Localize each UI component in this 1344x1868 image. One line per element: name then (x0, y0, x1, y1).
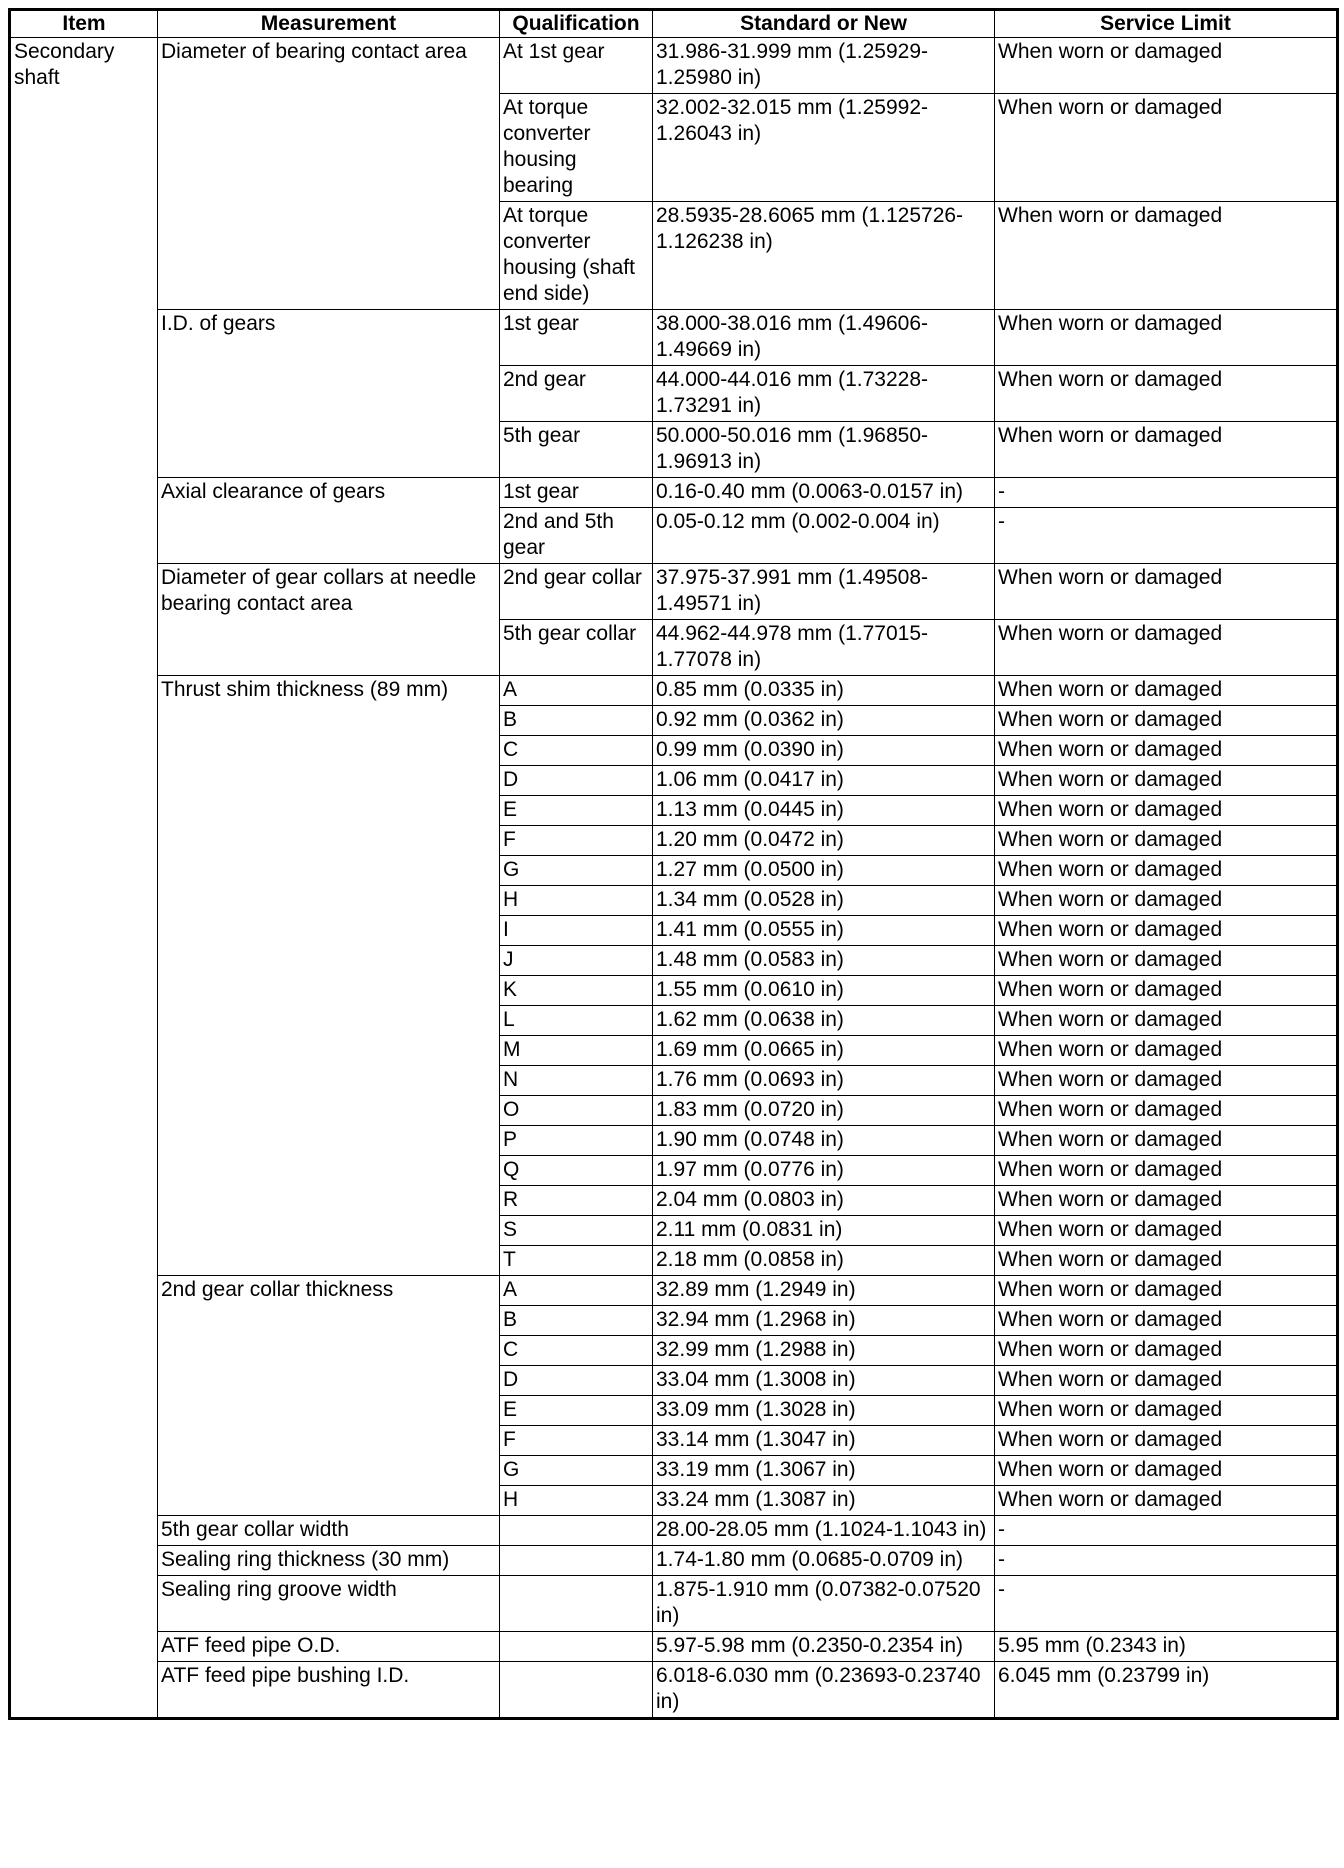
service-limit-cell: When worn or damaged (995, 38, 1338, 94)
standard-cell: 33.19 mm (1.3067 in) (653, 1456, 995, 1486)
standard-cell: 1.55 mm (0.0610 in) (653, 976, 995, 1006)
measurement-cell: Axial clearance of gears (158, 478, 500, 564)
qualification-cell: T (500, 1246, 653, 1276)
service-limit-cell: When worn or damaged (995, 1456, 1338, 1486)
standard-cell: 1.41 mm (0.0555 in) (653, 916, 995, 946)
standard-cell: 28.00-28.05 mm (1.1024-1.1043 in) (653, 1516, 995, 1546)
service-limit-cell: When worn or damaged (995, 620, 1338, 676)
measurement-cell: I.D. of gears (158, 310, 500, 478)
qualification-cell: D (500, 1366, 653, 1396)
table-row (10, 1516, 1338, 1546)
standard-cell: 32.99 mm (1.2988 in) (653, 1336, 995, 1366)
qualification-cell: A (500, 1276, 653, 1306)
qualification-cell: B (500, 1306, 653, 1336)
qualification-cell: Q (500, 1156, 653, 1186)
table-row (10, 1276, 1338, 1306)
standard-cell: 2.04 mm (0.0803 in) (653, 1186, 995, 1216)
qualification-cell: M (500, 1036, 653, 1066)
header-measurement: Measurement (158, 10, 500, 38)
qualification-cell: O (500, 1096, 653, 1126)
qualification-cell: 2nd gear (500, 366, 653, 422)
qualification-cell: F (500, 1426, 653, 1456)
header-row (10, 10, 1338, 38)
qualification-cell: G (500, 856, 653, 886)
service-limit-cell: When worn or damaged (995, 564, 1338, 620)
service-limit-cell: 5.95 mm (0.2343 in) (995, 1632, 1338, 1662)
service-limit-cell: When worn or damaged (995, 1426, 1338, 1456)
standard-cell: 38.000-38.016 mm (1.49606-1.49669 in) (653, 310, 995, 366)
standard-cell: 1.48 mm (0.0583 in) (653, 946, 995, 976)
standard-cell: 1.69 mm (0.0665 in) (653, 1036, 995, 1066)
service-limit-cell: When worn or damaged (995, 946, 1338, 976)
service-limit-cell: When worn or damaged (995, 1276, 1338, 1306)
service-limit-cell: When worn or damaged (995, 1066, 1338, 1096)
standard-cell: 1.74-1.80 mm (0.0685-0.0709 in) (653, 1546, 995, 1576)
standard-cell: 44.962-44.978 mm (1.77015-1.77078 in) (653, 620, 995, 676)
service-limit-cell: When worn or damaged (995, 94, 1338, 202)
service-limit-cell: When worn or damaged (995, 1126, 1338, 1156)
standard-cell: 1.13 mm (0.0445 in) (653, 796, 995, 826)
standard-cell: 2.18 mm (0.0858 in) (653, 1246, 995, 1276)
qualification-cell: At torque converter housing (shaft end side) (500, 202, 653, 310)
qualification-cell (500, 1662, 653, 1719)
measurement-cell: Sealing ring thickness (30 mm) (158, 1546, 500, 1576)
qualification-cell: N (500, 1066, 653, 1096)
service-limit-cell: When worn or damaged (995, 736, 1338, 766)
table-row (10, 478, 1338, 508)
qualification-cell: P (500, 1126, 653, 1156)
standard-cell: 0.85 mm (0.0335 in) (653, 676, 995, 706)
service-limit-cell: When worn or damaged (995, 1156, 1338, 1186)
standard-cell: 33.14 mm (1.3047 in) (653, 1426, 995, 1456)
service-limit-cell: When worn or damaged (995, 1246, 1338, 1276)
service-limit-cell: When worn or damaged (995, 1216, 1338, 1246)
service-limit-cell: - (995, 1546, 1338, 1576)
measurement-cell: Diameter of bearing contact area (158, 38, 500, 310)
service-limit-cell: When worn or damaged (995, 916, 1338, 946)
service-limit-cell: - (995, 1576, 1338, 1632)
table-row (10, 310, 1338, 366)
service-limit-cell: When worn or damaged (995, 1006, 1338, 1036)
qualification-cell: E (500, 1396, 653, 1426)
service-limit-cell: When worn or damaged (995, 366, 1338, 422)
qualification-cell: H (500, 886, 653, 916)
standard-cell: 1.76 mm (0.0693 in) (653, 1066, 995, 1096)
header-standard: Standard or New (653, 10, 995, 38)
service-limit-cell: When worn or damaged (995, 1306, 1338, 1336)
service-limit-cell: When worn or damaged (995, 310, 1338, 366)
standard-cell: 1.27 mm (0.0500 in) (653, 856, 995, 886)
service-limit-cell: When worn or damaged (995, 796, 1338, 826)
service-limit-cell: - (995, 1516, 1338, 1546)
qualification-cell: A (500, 676, 653, 706)
service-limit-cell: When worn or damaged (995, 1036, 1338, 1066)
standard-cell: 1.62 mm (0.0638 in) (653, 1006, 995, 1036)
standard-cell: 0.92 mm (0.0362 in) (653, 706, 995, 736)
measurement-cell: 2nd gear collar thickness (158, 1276, 500, 1516)
qualification-cell: R (500, 1186, 653, 1216)
service-limit-cell: When worn or damaged (995, 886, 1338, 916)
service-limit-cell: When worn or damaged (995, 976, 1338, 1006)
header-item: Item (10, 10, 158, 38)
qualification-cell (500, 1546, 653, 1576)
qualification-cell: C (500, 736, 653, 766)
header-qualification: Qualification (500, 10, 653, 38)
qualification-cell: K (500, 976, 653, 1006)
standard-cell: 1.20 mm (0.0472 in) (653, 826, 995, 856)
service-limit-cell: When worn or damaged (995, 1336, 1338, 1366)
table-row (10, 1546, 1338, 1576)
qualification-cell: At 1st gear (500, 38, 653, 94)
measurement-cell: Sealing ring groove width (158, 1576, 500, 1632)
standard-cell: 1.06 mm (0.0417 in) (653, 766, 995, 796)
service-limit-cell: When worn or damaged (995, 766, 1338, 796)
table-row (10, 564, 1338, 620)
service-limit-cell: When worn or damaged (995, 1366, 1338, 1396)
qualification-cell: 1st gear (500, 310, 653, 366)
standard-cell: 0.16-0.40 mm (0.0063-0.0157 in) (653, 478, 995, 508)
standard-cell: 0.99 mm (0.0390 in) (653, 736, 995, 766)
service-limit-cell: When worn or damaged (995, 676, 1338, 706)
qualification-cell: D (500, 766, 653, 796)
qualification-cell: 2nd gear collar (500, 564, 653, 620)
service-limit-cell: When worn or damaged (995, 1096, 1338, 1126)
qualification-cell: C (500, 1336, 653, 1366)
measurement-cell: ATF feed pipe O.D. (158, 1632, 500, 1662)
standard-cell: 6.018-6.030 mm (0.23693-0.23740 in) (653, 1662, 995, 1719)
standard-cell: 1.90 mm (0.0748 in) (653, 1126, 995, 1156)
measurement-cell: Diameter of gear collars at needle bearing contact area (158, 564, 500, 676)
service-limit-cell: When worn or damaged (995, 1396, 1338, 1426)
qualification-cell: H (500, 1486, 653, 1516)
service-limit-cell: When worn or damaged (995, 1486, 1338, 1516)
table-row (10, 676, 1338, 706)
service-limit-cell: When worn or damaged (995, 826, 1338, 856)
standard-cell: 1.83 mm (0.0720 in) (653, 1096, 995, 1126)
qualification-cell: At torque converter housing bearing (500, 94, 653, 202)
qualification-cell: J (500, 946, 653, 976)
qualification-cell: L (500, 1006, 653, 1036)
standard-cell: 33.09 mm (1.3028 in) (653, 1396, 995, 1426)
service-limit-cell: - (995, 508, 1338, 564)
item-cell: Secondary shaft (10, 38, 158, 1719)
qualification-cell: 2nd and 5th gear (500, 508, 653, 564)
service-limit-cell: When worn or damaged (995, 202, 1338, 310)
qualification-cell: I (500, 916, 653, 946)
qualification-cell: 5th gear collar (500, 620, 653, 676)
standard-cell: 28.5935-28.6065 mm (1.125726-1.126238 in) (653, 202, 995, 310)
standard-cell: 32.94 mm (1.2968 in) (653, 1306, 995, 1336)
service-limit-cell: 6.045 mm (0.23799 in) (995, 1662, 1338, 1719)
standard-cell: 31.986-31.999 mm (1.25929-1.25980 in) (653, 38, 995, 94)
service-limit-cell: When worn or damaged (995, 706, 1338, 736)
service-limit-cell: - (995, 478, 1338, 508)
qualification-cell: G (500, 1456, 653, 1486)
standard-cell: 1.97 mm (0.0776 in) (653, 1156, 995, 1186)
standard-cell: 0.05-0.12 mm (0.002-0.004 in) (653, 508, 995, 564)
qualification-cell: 5th gear (500, 422, 653, 478)
table-row (10, 38, 1338, 94)
qualification-cell: 1st gear (500, 478, 653, 508)
standard-cell: 44.000-44.016 mm (1.73228-1.73291 in) (653, 366, 995, 422)
standard-cell: 5.97-5.98 mm (0.2350-0.2354 in) (653, 1632, 995, 1662)
measurement-cell: 5th gear collar width (158, 1516, 500, 1546)
measurement-cell: Thrust shim thickness (89 mm) (158, 676, 500, 1276)
service-limit-cell: When worn or damaged (995, 422, 1338, 478)
measurement-cell: ATF feed pipe bushing I.D. (158, 1662, 500, 1719)
standard-cell: 33.04 mm (1.3008 in) (653, 1366, 995, 1396)
qualification-cell: S (500, 1216, 653, 1246)
table-row (10, 1632, 1338, 1662)
qualification-cell: F (500, 826, 653, 856)
service-limit-cell: When worn or damaged (995, 1186, 1338, 1216)
table-row (10, 1662, 1338, 1719)
qualification-cell (500, 1516, 653, 1546)
table-row (10, 1576, 1338, 1632)
qualification-cell: B (500, 706, 653, 736)
standard-cell: 1.875-1.910 mm (0.07382-0.07520 in) (653, 1576, 995, 1632)
service-limit-cell: When worn or damaged (995, 856, 1338, 886)
standard-cell: 50.000-50.016 mm (1.96850-1.96913 in) (653, 422, 995, 478)
standard-cell: 33.24 mm (1.3087 in) (653, 1486, 995, 1516)
spec-table (8, 8, 1339, 1720)
standard-cell: 32.002-32.015 mm (1.25992-1.26043 in) (653, 94, 995, 202)
standard-cell: 1.34 mm (0.0528 in) (653, 886, 995, 916)
spec-body (10, 38, 1338, 1719)
qualification-cell: E (500, 796, 653, 826)
qualification-cell (500, 1632, 653, 1662)
standard-cell: 2.11 mm (0.0831 in) (653, 1216, 995, 1246)
standard-cell: 32.89 mm (1.2949 in) (653, 1276, 995, 1306)
standard-cell: 37.975-37.991 mm (1.49508-1.49571 in) (653, 564, 995, 620)
header-service-limit: Service Limit (995, 10, 1338, 38)
qualification-cell (500, 1576, 653, 1632)
